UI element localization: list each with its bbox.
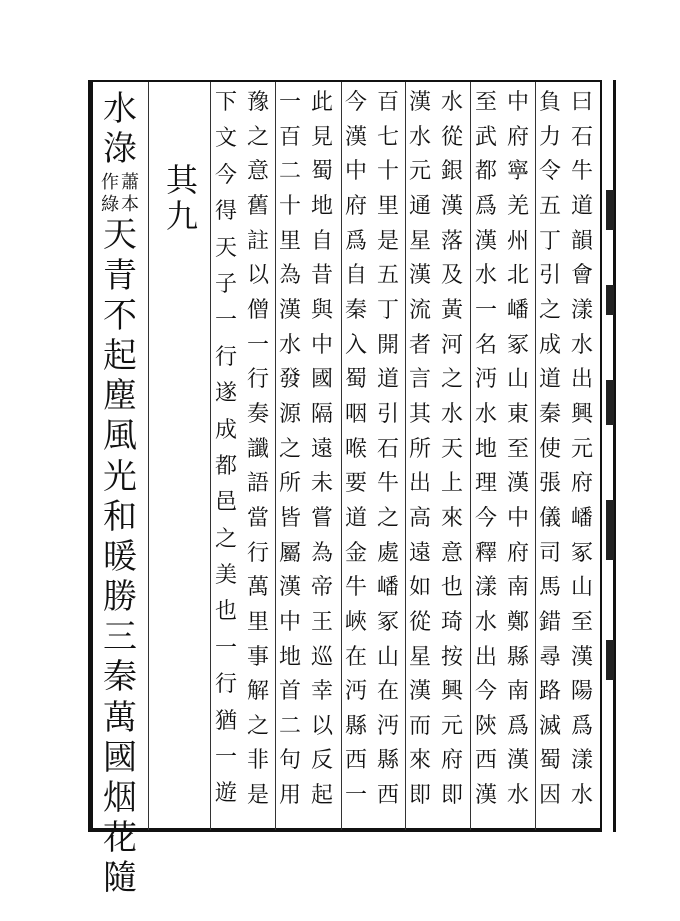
poem-body-char: 和 bbox=[103, 496, 137, 537]
commentary-column: 中 府 寧 羌 州 北 嶓 冢 山 東 至 漢 中 府 南 鄭 縣 南 爲 漢 水 bbox=[507, 90, 530, 809]
column-rule bbox=[275, 82, 276, 830]
commentary-column: 一 百 二 十 里 為 漢 水 發 源 之 所 皆 屬 漢 中 地 首 二 句 用 bbox=[279, 90, 302, 809]
page-edge bbox=[602, 80, 616, 832]
commentary-column: 豫 之 意 舊 註 以 僧 一 行 奏 讖 語 當 行 萬 里 事 解 之 非 是 bbox=[247, 90, 270, 809]
poem-body-char: 風 bbox=[103, 416, 137, 457]
column-rule bbox=[210, 82, 211, 830]
poem-body-char: 天 bbox=[103, 215, 137, 256]
poem-title: 其 九 bbox=[165, 161, 198, 235]
column-rule bbox=[470, 82, 471, 830]
interlinear-annotation bbox=[101, 172, 140, 218]
poem-body-char: 青 bbox=[103, 255, 137, 296]
commentary-column: 水 從 銀 漢 落 及 黃 河 之 水 天 上 來 意 也 琦 按 興 元 府 即 bbox=[441, 90, 464, 809]
poem-body-char: 國 bbox=[103, 737, 137, 778]
poem-body-char: 起 bbox=[103, 335, 137, 376]
column-rule bbox=[405, 82, 406, 830]
poem-head-char: 水 bbox=[103, 89, 137, 129]
poem-body-char: 三 bbox=[103, 617, 137, 658]
column-rule bbox=[148, 82, 149, 830]
commentary-column: 百 七 十 里 是 五 丁 開 道 引 石 牛 之 處 嶓 冢 山 在 沔 縣 西 bbox=[377, 90, 400, 809]
poem-body-char: 暖 bbox=[103, 536, 137, 577]
poem-body-char: 烟 bbox=[103, 778, 137, 818]
commentary-column: 至 武 都 爲 漢 水 一 名 沔 水 地 理 今 釋 漾 水 出 今 陝 西 漢 bbox=[475, 90, 498, 809]
commentary-column: 此 見 蜀 地 自 昔 與 中 國 隔 遠 未 嘗 為 帝 王 巡 幸 以 反 起 bbox=[311, 90, 334, 809]
column-rule bbox=[341, 82, 342, 830]
poem-body-char: 塵 bbox=[103, 376, 137, 417]
commentary-column: 今 漢 中 府 爲 自 秦 入 蜀 咽 喉 要 道 金 牛 峽 在 沔 縣 西 一 bbox=[345, 90, 368, 809]
column-rule bbox=[535, 82, 536, 830]
poem-head-char: 淥 bbox=[103, 129, 137, 170]
commentary-column: 漢 水 元 通 星 漢 流 者 言 其 所 出 高 遠 如 從 星 漢 而 來 即 bbox=[409, 90, 432, 809]
poem-body-char: 萬 bbox=[103, 697, 137, 738]
annotation-left: 作 綠 bbox=[101, 172, 119, 216]
commentary-column: 下 文 今 得 天 子 一 行 遂 成 都 邑 之 美 也 一 行 猶 一 遊 bbox=[215, 90, 238, 807]
poem-body-char: 隨 bbox=[103, 858, 137, 899]
commentary-column: 負 力 令 五 丁 引 之 成 道 秦 使 張 儀 司 馬 錯 尋 路 滅 蜀 因 bbox=[539, 90, 562, 809]
poem-body-char: 勝 bbox=[103, 577, 137, 618]
poem-body-char: 秦 bbox=[103, 657, 137, 698]
annotation-right: 蕭 本 bbox=[121, 172, 139, 216]
poem-main-column bbox=[100, 89, 140, 902]
commentary-column: 曰 石 牛 道 韻 會 漾 水 出 興 元 府 嶓 冢 山 至 漢 陽 爲 漾 水 bbox=[571, 90, 594, 809]
poem-body-char: 不 bbox=[103, 295, 137, 336]
poem-body-char: 光 bbox=[103, 456, 137, 497]
poem-body-char: 花 bbox=[103, 818, 137, 859]
